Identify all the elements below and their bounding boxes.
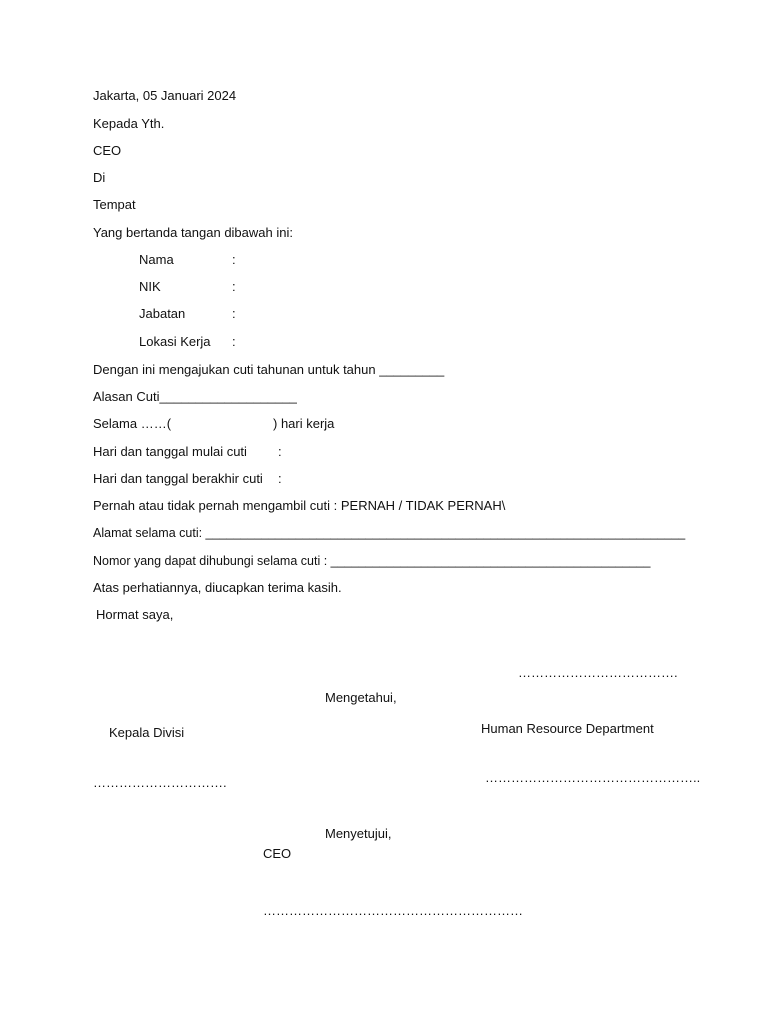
closing-text: Atas perhatiannya, diucapkan terima kasih. bbox=[93, 580, 342, 595]
end-date-label: Hari dan tanggal berakhir cuti bbox=[93, 471, 263, 486]
regards-text: Hormat saya, bbox=[96, 607, 174, 622]
approved-heading: Menyetujui, bbox=[325, 826, 392, 841]
address-line: Alamat selama cuti: _____________________________________________________________________ bbox=[93, 526, 686, 540]
duration-suffix: ) hari kerja bbox=[273, 416, 335, 431]
request-line: Dengan ini mengajukan cuti tahunan untuk tahun _________ bbox=[93, 362, 445, 377]
salutation: Kepada Yth. bbox=[93, 116, 165, 131]
recipient: CEO bbox=[93, 143, 122, 158]
field-label-lokasi-kerja: Lokasi Kerja bbox=[139, 334, 211, 349]
phone-line: Nomor yang dapat dihubungi selama cuti : ______________________________________________ bbox=[93, 554, 651, 568]
duration-prefix: Selama ……( bbox=[93, 416, 172, 431]
field-colon-lokasi-kerja: : bbox=[232, 334, 236, 349]
division-head-title: Kepala Divisi bbox=[109, 725, 185, 740]
start-date-label: Hari dan tanggal mulai cuti bbox=[93, 444, 247, 459]
ceo-title: CEO bbox=[263, 846, 292, 861]
recipient-di: Di bbox=[93, 170, 106, 185]
division-head-signature-line: …………………………. bbox=[93, 775, 227, 790]
applicant-signature-line: ………………………………. bbox=[518, 665, 678, 680]
acknowledged-heading: Mengetahui, bbox=[325, 690, 397, 705]
start-date-colon: : bbox=[278, 444, 282, 459]
date-line: Jakarta, 05 Januari 2024 bbox=[93, 88, 237, 103]
leave-history-line: Pernah atau tidak pernah mengambil cuti : PERNAH / TIDAK PERNAH\ bbox=[93, 498, 506, 513]
field-colon-jabatan: : bbox=[232, 306, 236, 321]
reason-line: Alasan Cuti___________________ bbox=[93, 389, 297, 404]
ceo-signature-line: …………………………………………………… bbox=[263, 903, 523, 918]
hr-signature-line: ………………………………………….. bbox=[485, 770, 701, 785]
end-date-colon: : bbox=[278, 471, 282, 486]
field-label-nama: Nama bbox=[139, 252, 174, 267]
intro-text: Yang bertanda tangan dibawah ini: bbox=[93, 225, 293, 240]
field-colon-nama: : bbox=[232, 252, 236, 267]
hr-department-title: Human Resource Department bbox=[481, 721, 654, 736]
field-label-nik: NIK bbox=[139, 279, 161, 294]
field-colon-nik: : bbox=[232, 279, 236, 294]
recipient-place: Tempat bbox=[93, 197, 136, 212]
field-label-jabatan: Jabatan bbox=[139, 306, 186, 321]
